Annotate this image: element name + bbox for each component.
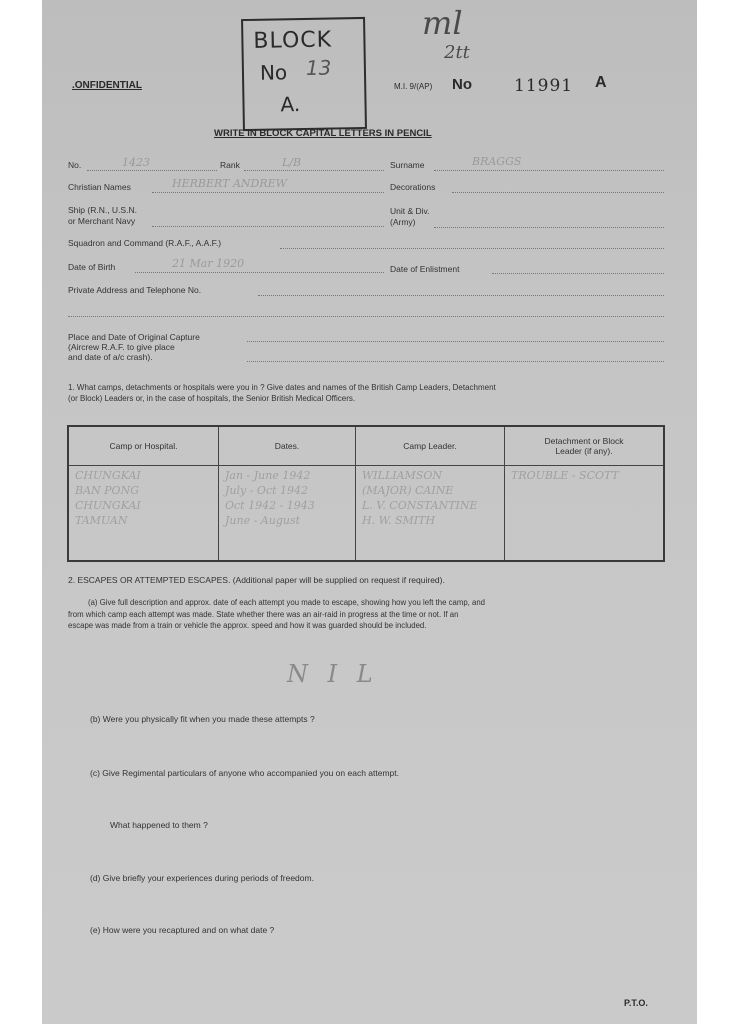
address-line-2 — [68, 316, 664, 317]
no-value: 1423 — [122, 156, 150, 169]
block-capitals-instruction: WRITE IN BLOCK CAPITAL LETTERS IN PENCIL — [214, 128, 432, 139]
section1-text-2: (or Block) Leaders or, in the case of hospitals, the Senior British Medical Officers. — [68, 394, 356, 403]
capture-label-2: (Aircrew R.A.F. to give place — [68, 342, 175, 352]
cell-dates-2: July - Oct 1942 — [225, 484, 309, 497]
handwritten-initials: ml — [422, 4, 463, 42]
christian-names-label: Christian Names — [68, 182, 131, 192]
capture-line-2 — [247, 361, 664, 362]
cell-leader-3: L. V. CONSTANTINE — [362, 499, 478, 512]
handwritten-note: 2tt — [444, 42, 470, 63]
confidential-label: .ONFIDENTIAL — [72, 80, 142, 91]
col-header-dates: Dates. — [219, 426, 356, 466]
cell-camp-1: CHUNGKAI — [75, 469, 141, 482]
enlistment-label: Date of Enlistment — [390, 264, 460, 274]
serial-number: 11991 — [514, 76, 574, 96]
ship-label-2: or Merchant Navy — [68, 216, 136, 226]
address-label: Private Address and Telephone No. — [68, 285, 202, 295]
col-header-detachment-leader: Detachment or Block Leader (if any). — [505, 426, 665, 466]
pto-label: P.T.O. — [624, 998, 648, 1008]
table-header-row — [68, 426, 664, 466]
no-line — [87, 170, 217, 171]
surname-label: Surname — [390, 160, 425, 170]
ship-line — [152, 226, 384, 227]
unit-label-1: Unit & Div. — [390, 206, 430, 216]
dob-line — [135, 272, 384, 273]
no-label: No. — [68, 160, 82, 170]
question-a-line-3: escape was made from a train or vehicle the approx. speed and how it was guarded should be included. — [68, 621, 427, 630]
squadron-label: Squadron and Command (R.A.F., A.A.F.) — [68, 238, 222, 248]
question-a-line-2: from which camp each attempt was made. State whether there was an air-raid in progress at the time or not. If an — [68, 610, 459, 619]
question-a-answer: N I L — [287, 660, 379, 688]
section2-heading: 2. ESCAPES OR ATTEMPTED ESCAPES. (Additional paper will be supplied on request if required). — [68, 575, 445, 585]
question-b: (b) Were you physically fit when you made these attempts ? — [90, 714, 315, 724]
ship-label-1: Ship (R.N., U.S.N. — [68, 205, 137, 215]
rank-value: L/B — [282, 156, 302, 169]
capture-label-1: Place and Date of Original Capture — [68, 332, 200, 342]
series-letter: A — [595, 74, 607, 91]
squadron-line — [280, 248, 664, 249]
question-e: (e) How were you recaptured and on what date ? — [90, 925, 275, 935]
cell-camp-2: BAN PONG — [75, 484, 139, 497]
unit-label-2: (Army) — [390, 217, 416, 227]
cell-dates-4: June - August — [225, 514, 301, 527]
question-c: (c) Give Regimental particulars of anyone who accompanied you on each attempt. — [90, 768, 399, 778]
stamp-block-text: BLOCK — [253, 27, 333, 54]
detachment-cell — [505, 466, 665, 562]
decorations-line — [452, 192, 664, 193]
cell-leader-1: WILLIAMSON — [362, 469, 442, 482]
question-d: (d) Give briefly your experiences during periods of freedom. — [90, 873, 314, 883]
stamp-letter: A. — [280, 92, 301, 117]
cell-detachment-1: TROUBLE - SCOTT — [511, 469, 619, 482]
cell-dates-3: Oct 1942 - 1943 — [225, 499, 315, 512]
form-reference: M.I. 9/(AP) — [394, 82, 433, 91]
dob-value: 21 Mar 1920 — [172, 257, 245, 270]
cell-leader-2: (MAJOR) CAINE — [362, 484, 454, 497]
table-body-row — [68, 466, 664, 562]
capture-label-3: and date of a/c crash). — [68, 352, 153, 362]
decorations-label: Decorations — [390, 182, 436, 192]
dates-cell — [219, 466, 356, 562]
section1-text-1: 1. What camps, detachments or hospitals were you in ? Give dates and names of the British Camp Leaders, Detachment — [68, 383, 496, 392]
surname-line — [434, 170, 664, 171]
question-c-sub: What happened to them ? — [110, 820, 208, 830]
block-stamp — [241, 17, 367, 131]
cell-dates-1: Jan - June 1942 — [225, 469, 311, 482]
stamp-number: 13 — [305, 55, 332, 80]
cell-leader-4: H. W. SMITH — [362, 514, 436, 527]
col-header-camp: Camp or Hospital. — [68, 426, 219, 466]
dob-label: Date of Birth — [68, 262, 116, 272]
form-page — [42, 0, 697, 1024]
stamp-no-text: No — [259, 60, 288, 85]
rank-label: Rank — [220, 160, 240, 170]
enlistment-line — [492, 273, 664, 274]
christian-names-value: HERBERT ANDREW — [172, 177, 287, 190]
unit-line — [434, 227, 664, 228]
capture-line-1 — [247, 341, 664, 342]
number-label: No — [452, 76, 472, 93]
address-line-1 — [258, 295, 664, 296]
rank-line — [244, 170, 384, 171]
cell-camp-3: CHUNGKAI — [75, 499, 141, 512]
surname-value: BRAGGS — [472, 155, 522, 168]
camp-cell — [68, 466, 219, 562]
camps-table — [67, 425, 665, 562]
cell-camp-4: TAMUAN — [75, 514, 128, 527]
leader-cell — [356, 466, 505, 562]
christian-names-line — [152, 192, 384, 193]
col-header-camp-leader: Camp Leader. — [356, 426, 505, 466]
question-a-line-1: (a) Give full description and approx. date of each attempt you made to escape, showing how you left the camp, and — [88, 598, 486, 607]
